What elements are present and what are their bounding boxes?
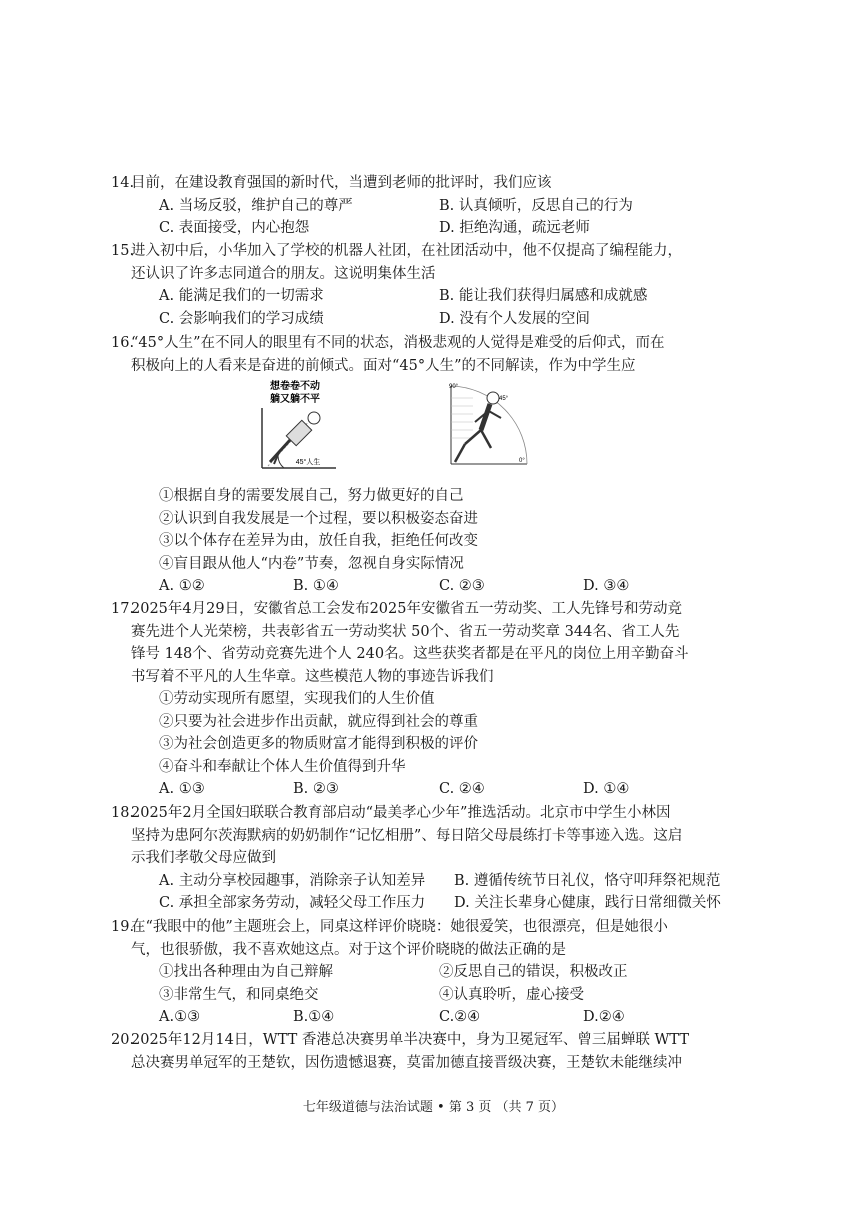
- question-stem-line: 2025年12月14日，WTT 香港总决赛男单半决赛中，身为卫冕冠军、曾三届蝉联 WTT: [131, 1032, 690, 1048]
- question-number: 14.: [111, 175, 135, 191]
- figure-lean-back: [250, 378, 340, 474]
- statement-4: ④奋斗和奉献让个体人生价值得到升华: [159, 758, 406, 775]
- question-number: 17.: [111, 601, 135, 617]
- statement-4: ④盲目跟从他人“内卷”节奏，忽视自身实际情况: [159, 555, 464, 572]
- choice-b[interactable]: B. ①④: [293, 578, 339, 594]
- statement-1: ①根据自身的需要发展自己，努力做更好的自己: [159, 488, 464, 504]
- choice-c[interactable]: C. ②③: [439, 578, 485, 594]
- choice-a[interactable]: A. ①③: [159, 781, 205, 797]
- question-stem-line: 示我们孝敬父母应做到: [131, 850, 276, 866]
- question-stem-line: 总决赛男单冠军的王楚钦，因伤遗憾退赛，莫雷加德直接晋级决赛，王楚钦未能继续冲: [131, 1054, 682, 1071]
- question-number: 19.: [111, 919, 135, 935]
- question-17: [111, 598, 771, 801]
- choice-c[interactable]: C. ②④: [439, 781, 485, 797]
- question-stem-line: 气，也很骄傲，我不喜欢她这点。对于这个评价晓晓的做法正确的是: [131, 941, 566, 958]
- statement-2: ②只要为社会进步作出贡献，就应得到社会的尊重: [159, 713, 478, 730]
- option-b[interactable]: B. 遵循传统节日礼仪，恪守叩拜祭祀规范: [454, 872, 721, 889]
- question-stem-line: “45°人生”在不同人的眼里有不同的状态，消极悲观的人觉得是难受的后仰式，而在: [131, 335, 665, 351]
- choice-d[interactable]: D. ①④: [583, 781, 630, 797]
- statement-1: ①找出各种理由为自己辩解: [159, 964, 333, 980]
- statement-2: ②认识到自我发展是一个过程，要以积极姿态奋进: [159, 510, 478, 527]
- option-a[interactable]: A. 能满足我们的一切需求: [159, 288, 324, 304]
- question-16-statements: [131, 485, 771, 598]
- statement-4: ④认真聆听，虚心接受: [439, 986, 584, 1003]
- choice-d[interactable]: D. ③④: [583, 578, 630, 594]
- question-14: [111, 172, 771, 240]
- angle-label-0: 0°: [519, 458, 525, 464]
- statement-1: ①劳动实现所有愿望，实现我们的人生价值: [159, 691, 435, 707]
- option-b[interactable]: B. 能让我们获得归属感和成就感: [439, 288, 648, 304]
- choice-d[interactable]: D.②④: [583, 1009, 625, 1025]
- statement-3: ③以个体存在差异为由，放任自我，拒绝任何改变: [159, 533, 478, 549]
- choice-a[interactable]: A.①③: [159, 1009, 201, 1025]
- question-stem-line: 2025年2月全国妇联联合教育部启动“最美孝心少年”推选活动。北京市中学生小林因: [131, 805, 671, 821]
- option-a[interactable]: A. 当场反驳，维护自己的尊严: [159, 197, 353, 214]
- question-number: 16.: [111, 335, 135, 351]
- figure-caption-top-1: 想卷卷不动: [270, 381, 320, 392]
- page-footer: 七年级道德与法治试题 • 第 3 页 （共 7 页）: [302, 1100, 565, 1115]
- question-stem-line: 在“我眼中的他”主题班会上，同桌这样评价晓晓：她很爱笑，也很漂亮，但是她很小: [131, 919, 668, 935]
- question-stem-line: 进入初中后，小华加入了学校的机器人社团，在社团活动中，他不仅提高了编程能力，: [131, 243, 682, 259]
- angle-label-45: 45°: [499, 396, 509, 402]
- option-d[interactable]: D. 拒绝沟通，疏远老师: [439, 220, 590, 236]
- question-16: [111, 332, 771, 377]
- option-a[interactable]: A. 主动分享校园趣事，消除亲子认知差异: [159, 872, 426, 889]
- option-c[interactable]: C. 承担全部家务劳动，减轻父母工作压力: [159, 895, 426, 911]
- statement-3: ③非常生气，和同桌绝交: [159, 986, 319, 1003]
- question-20: [111, 1029, 771, 1074]
- question-15: [111, 240, 771, 330]
- choice-a[interactable]: A. ①②: [159, 578, 205, 594]
- question-18: [111, 802, 771, 915]
- question-stem-line: 坚持为患阿尔茨海默病的奶奶制作“记忆相册”、每日陪父母晨练打卡等事迹入选。这启: [131, 827, 683, 844]
- figure-caption-bottom: 45°人生: [295, 459, 321, 466]
- question-stem-line: 积极向上的人看来是奋进的前倾式。面对“45°人生”的不同解读，作为中学生应: [131, 357, 636, 374]
- option-d[interactable]: D. 关注长辈身心健康，践行日常细微关怀: [454, 895, 721, 911]
- choice-b[interactable]: B. ②③: [293, 781, 339, 797]
- option-c[interactable]: C. 会影响我们的学习成绩: [159, 310, 324, 327]
- choice-b[interactable]: B.①④: [293, 1009, 335, 1025]
- question-stem-line: 书写着不平凡的人生华章。这些模范人物的事迹告诉我们: [131, 668, 494, 685]
- statement-2: ②反思自己的错误，积极改正: [439, 964, 628, 980]
- question-number: 15.: [111, 243, 135, 259]
- option-d[interactable]: D. 没有个人发展的空间: [439, 310, 590, 327]
- question-19: [111, 916, 771, 1029]
- angle-label-90: 90°: [449, 384, 459, 390]
- question-number: 20.: [111, 1032, 135, 1048]
- question-stem-line: 还认识了许多志同道合的朋友。这说明集体生活: [131, 265, 436, 282]
- question-stem-line: 锋号 148个、省劳动竞赛先进个人 240名。这些获奖者都是在平凡的岗位上用辛勤奋斗: [131, 646, 689, 662]
- figure-caption-top-2: 躺又躺不平: [270, 394, 320, 405]
- choice-c[interactable]: C.②④: [439, 1009, 481, 1025]
- question-stem-line: 赛先进个人光荣榜，共表彰省五一劳动奖状 50个、省五一劳动奖章 344名、省工人先: [131, 623, 680, 640]
- question-stem: 目前，在建设教育强国的新时代，当遭到老师的批评时，我们应该: [131, 175, 552, 191]
- question-stem-line: 2025年4月29日，安徽省总工会发布2025年安徽省五一劳动奖、工人先锋号和劳动竞: [131, 601, 682, 617]
- option-b[interactable]: B. 认真倾听，反思自己的行为: [439, 197, 633, 214]
- statement-3: ③为社会创造更多的物质财富才能得到积极的评价: [159, 736, 478, 752]
- option-c[interactable]: C. 表面接受，内心抱怨: [159, 220, 310, 236]
- question-number: 18.: [111, 805, 135, 821]
- figure-lean-forward: [443, 378, 531, 468]
